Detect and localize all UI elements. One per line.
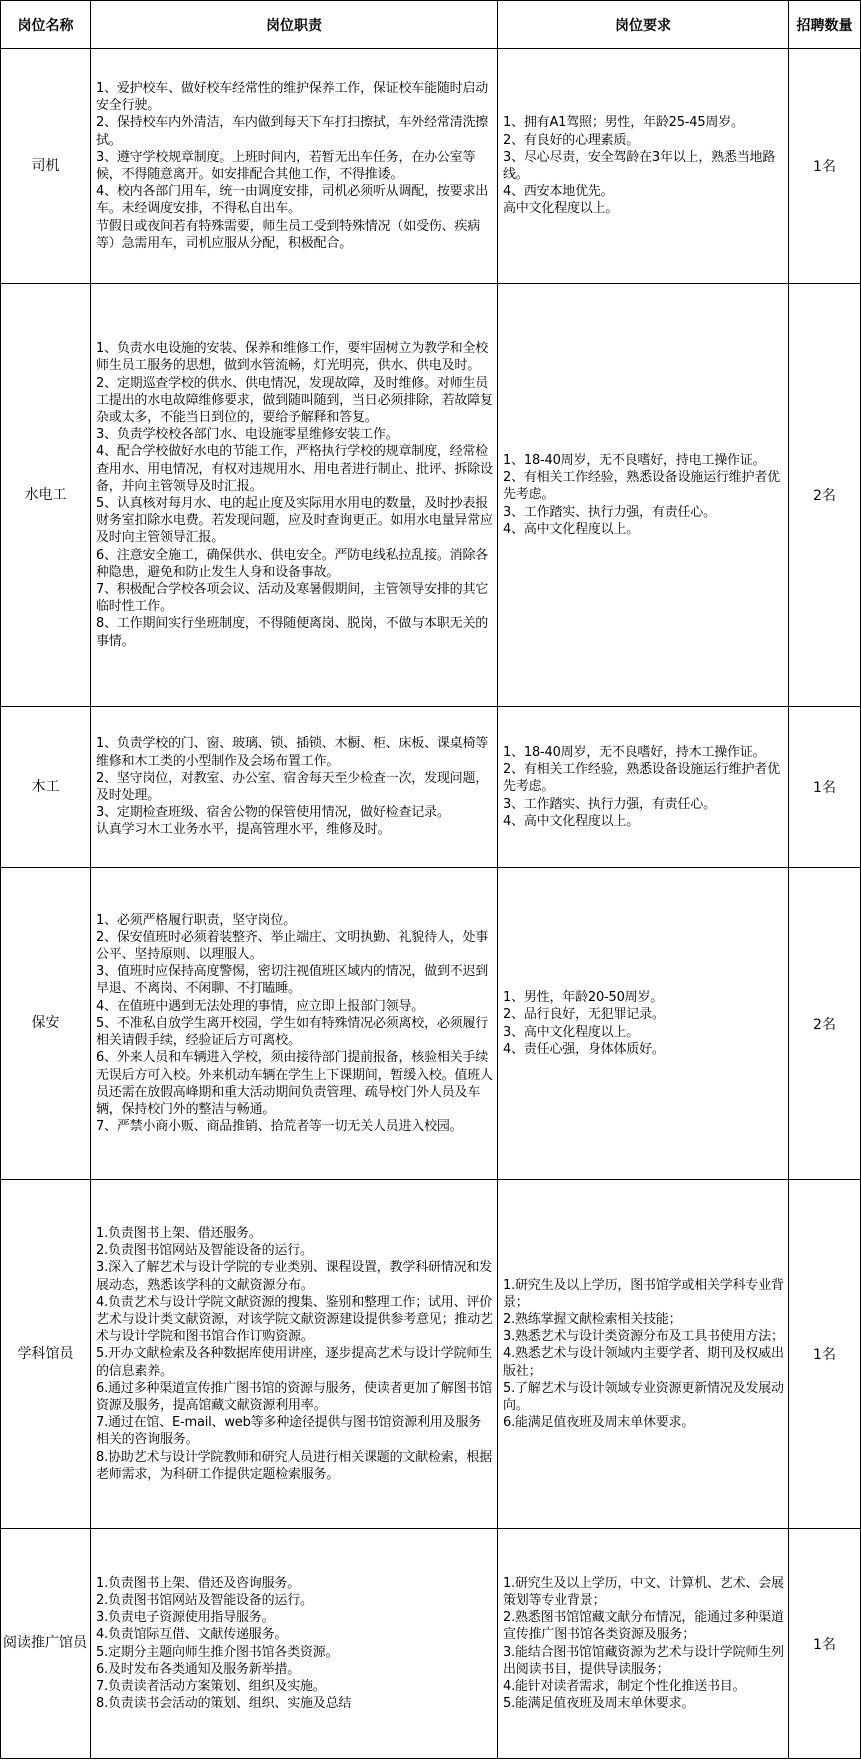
header-requirements: 岗位要求 bbox=[498, 1, 789, 49]
requirement-item: 5.了解艺术与设计领域专业资源更新情况及发展动向。 bbox=[503, 1380, 784, 1413]
requirement-item: 1.研究生及以上学历，图书馆学或相关学科专业背景； bbox=[503, 1277, 784, 1310]
duty-item: 4.负责艺术与设计学院文献资源的搜集、鉴别和整理工作；试用、评价艺术与设计类文献资源，对该学院文献资源建设提供参考意见；推动艺术与设计学院和图书馆合作订购资源。 bbox=[96, 1294, 493, 1345]
duty-item: 5、不准私自放学生离开校园，学生如有特殊情况必须离校，必须履行相关请假手续，经验证后方可离校。 bbox=[96, 1015, 489, 1049]
duty-item: 3、值班时应保持高度警惕，密切注视值班区域内的情况，做到不迟到早退、不离岗、不闲聊、不打瞌睡。 bbox=[96, 964, 489, 997]
duty-item: 2.负责图书馆网站及智能设备的运行。 bbox=[96, 1592, 313, 1608]
duties-cell bbox=[91, 49, 498, 284]
requirement-item: 6.能满足值夜班及周末单休要求。 bbox=[503, 1415, 695, 1431]
duty-item: 1、爱护校车、做好校车经常性的维护保养工作，保证校车能随时启动安全行驶。 bbox=[96, 80, 489, 114]
requirement-item: 3、工作踏实、执行力强，有责任心。 bbox=[503, 796, 716, 812]
duties-cell bbox=[91, 1180, 498, 1529]
requirement-item: 1、18-40周岁，无不良嗜好，持木工操作证。 bbox=[503, 744, 766, 760]
headcount: 1名 bbox=[789, 707, 861, 868]
requirement-item: 5.能满足值夜班及周末单休要求。 bbox=[503, 1696, 695, 1712]
requirement-item: 3、尽心尽责，安全驾龄在3年以上，熟悉当地路线。 bbox=[503, 149, 776, 182]
header-row bbox=[1, 1, 861, 49]
requirement-item: 4、高中文化程度以上。 bbox=[503, 521, 640, 537]
table-row bbox=[1, 284, 861, 707]
requirement-item: 2.熟练掌握文献检索相关技能； bbox=[503, 1311, 682, 1327]
duty-item: 1.负责图书上架、借还服务。 bbox=[96, 1225, 262, 1241]
duties-cell bbox=[91, 284, 498, 707]
requirement-item: 1.研究生及以上学历，中文、计算机、艺术、会展策划等专业背景； bbox=[503, 1575, 784, 1608]
requirement-item: 2、有相关工作经验，熟悉设备设施运行维护者优先考虑。 bbox=[503, 762, 780, 795]
duty-item: 3、遵守学校规章制度。上班时间内，若暂无出车任务，在办公室等候，不得随意离开。如安排配合其他工作，不得推诿。 bbox=[96, 149, 476, 182]
position-name: 学科馆员 bbox=[1, 1180, 91, 1529]
requirement-item: 2、品行良好，无犯罪记录。 bbox=[503, 1007, 665, 1023]
duty-item: 3、负责学校校各部门水、电设施零星维修安装工作。 bbox=[96, 427, 399, 443]
duty-item: 7.负责读者活动方案策划、组织及实施。 bbox=[96, 1678, 326, 1694]
duty-item: 7.通过在馆、E-mail、web等多种途径提供与图书馆资源利用及服务相关的咨询服务。 bbox=[96, 1415, 482, 1448]
duty-item: 8.负责读书会活动的策划、组织、实施及总结 bbox=[96, 1696, 352, 1712]
requirement-item: 4、责任心强，身体体质好。 bbox=[503, 1041, 665, 1057]
duty-item: 3、定期检查班级、宿舍公物的保管使用情况，做好检查记录。 bbox=[96, 805, 450, 821]
duty-item: 1、必须严格履行职责，坚守岗位。 bbox=[96, 912, 297, 928]
requirement-item: 4、西安本地优先。 bbox=[503, 184, 614, 200]
headcount: 1名 bbox=[789, 1180, 861, 1529]
duty-item: 1、负责学校的门、窗、玻璃、锁、插锁、木橱、柜、床板、课桌椅等维修和木工类的小型制作及会场布置工作。 bbox=[96, 736, 489, 769]
duty-item: 2、保安值班时必须着装整齐、举止端庄、文明执勤、礼貌待人，处事公平、坚持原则、以理服人。 bbox=[96, 929, 489, 963]
requirement-item: 3、工作踏实、执行力强，有责任心。 bbox=[503, 504, 716, 520]
header-headcount: 招聘数量 bbox=[789, 1, 861, 49]
duties-cell bbox=[91, 1529, 498, 1759]
requirement-item: 1、男性，年龄20-50周岁。 bbox=[503, 990, 664, 1006]
duty-item: 1.负责图书上架、借还及咨询服务。 bbox=[96, 1575, 301, 1591]
duty-item: 2、定期巡查学校的供水、供电情况，发现故障，及时维修。对师生员工提出的水电故障维修要求，做到随叫随到，当日必须排除，若故障复杂或太多，不能当日到位的，要给予解释和答复。 bbox=[96, 375, 493, 425]
duty-item: 4.负责馆际互借、文献传递服务。 bbox=[96, 1627, 288, 1643]
headcount: 2名 bbox=[789, 868, 861, 1180]
requirements-cell bbox=[498, 49, 789, 284]
requirement-item: 2.熟悉图书馆馆藏文献分布情况，能通过多种渠道宣传推广图书馆各类资源及服务； bbox=[503, 1610, 784, 1643]
duty-item: 4、配合学校做好水电的节能工作，严格执行学校的规章制度，经常检查用水、用电情况，有权对违规用水、用电者进行制止、批评、拆除设备，并向主管领导及时汇报。 bbox=[96, 444, 493, 494]
duty-item: 6、外来人员和车辆进入学校，须由接待部门提前报备，核验相关手续无误后方可入校。外来机动车辆在学生上下课期间，暂缓入校。值班人员还需在放假高峰期和重大活动期间负责管理、疏导校门外人员及车辆，保持校门外的整洁与畅通。 bbox=[96, 1050, 493, 1117]
duty-item: 5.定期分主题向师生推介图书馆各类资源。 bbox=[96, 1644, 339, 1660]
position-name: 司机 bbox=[1, 49, 91, 284]
duty-item: 1、负责水电设施的安装、保养和维修工作，要牢固树立为教学和全校师生员工服务的思想，做到水管流畅，灯光明亮，供水、供电及时。 bbox=[96, 341, 489, 374]
duties-cell bbox=[91, 707, 498, 868]
header-position-name: 岗位名称 bbox=[1, 1, 91, 49]
duty-item: 节假日或夜间若有特殊需要，师生员工受到特殊情况（如受伤、疾病等）急需用车，司机应服从分配，积极配合。 bbox=[96, 218, 481, 251]
requirements-cell bbox=[498, 1180, 789, 1529]
position-name: 水电工 bbox=[1, 284, 91, 707]
requirement-item: 3、高中文化程度以上。 bbox=[503, 1024, 640, 1040]
duty-item: 3.深入了解艺术与设计学院的专业类别、课程设置，教学科研情况和发展动态，熟悉该学科的文献资源分布。 bbox=[96, 1260, 493, 1293]
requirement-item: 1、拥有A1驾照；男性，年龄25-45周岁。 bbox=[503, 115, 744, 131]
requirements-cell bbox=[498, 1529, 789, 1759]
duty-item: 6、注意安全施工，确保供水、供电安全。严防电线私拉乱接。消除各种隐患，避免和防止发生人身和设备事故。 bbox=[96, 547, 489, 580]
table-row bbox=[1, 49, 861, 284]
duty-item: 2.负责图书馆网站及智能设备的运行。 bbox=[96, 1243, 313, 1259]
table-row bbox=[1, 1529, 861, 1759]
duty-item: 认真学习木工业务水平，提高管理水平，维修及时。 bbox=[96, 822, 391, 838]
requirements-cell bbox=[498, 868, 789, 1180]
requirement-item: 1、18-40周岁，无不良嗜好，持电工操作证。 bbox=[503, 452, 766, 468]
duty-item: 3.负责电子资源使用指导服务。 bbox=[96, 1610, 275, 1626]
duty-item: 7、严禁小商小贩、商品推销、拾荒者等一切无关人员进入校园。 bbox=[96, 1119, 463, 1135]
headcount: 1名 bbox=[789, 49, 861, 284]
requirement-item: 4.熟悉艺术与设计领域内主要学者、期刊及权威出版社； bbox=[503, 1346, 784, 1379]
requirement-item: 2、有良好的心理素质。 bbox=[503, 132, 640, 148]
headcount: 1名 bbox=[789, 1529, 861, 1759]
requirement-item: 4、高中文化程度以上。 bbox=[503, 813, 640, 829]
duty-item: 2、坚守岗位，对教室、办公室、宿舍每天至少检查一次，发现问题，及时处理。 bbox=[96, 770, 489, 803]
duty-item: 4、在值班中遇到无法处理的事情，应立即上报部门领导。 bbox=[96, 998, 425, 1014]
requirement-item: 2、有相关工作经验，熟悉设备设施运行维护者优先考虑。 bbox=[503, 470, 780, 503]
duties-cell bbox=[91, 868, 498, 1180]
duty-item: 8.协助艺术与设计学院教师和研究人员进行相关课题的文献检索，根据老师需求，为科研工作提供定题检索服务。 bbox=[96, 1449, 493, 1482]
table-row bbox=[1, 1180, 861, 1529]
requirement-item: 高中文化程度以上。 bbox=[503, 201, 619, 217]
requirement-item: 3.熟悉艺术与设计类资源分布及工具书使用方法； bbox=[503, 1329, 784, 1345]
duty-item: 8、工作期间实行坐班制度，不得随便离岗、脱岗，不做与本职无关的事情。 bbox=[96, 616, 489, 649]
table-row bbox=[1, 868, 861, 1180]
table-row bbox=[1, 707, 861, 868]
requirements-cell bbox=[498, 284, 789, 707]
header-duties: 岗位职责 bbox=[91, 1, 498, 49]
requirements-cell bbox=[498, 707, 789, 868]
requirement-item: 4.能针对读者需求，制定个性化推送书目。 bbox=[503, 1678, 746, 1694]
duty-item: 7、积极配合学校各项会议、活动及寒暑假期间，主管领导安排的其它临时性工作。 bbox=[96, 582, 489, 615]
position-name: 木工 bbox=[1, 707, 91, 868]
duty-item: 6.及时发布各类通知及服务新举措。 bbox=[96, 1661, 301, 1677]
duty-item: 2、保持校车内外清洁，车内做到每天下车打扫擦拭，车外经常清洗擦拭。 bbox=[96, 115, 489, 148]
requirement-item: 3.能结合图书馆馆藏资源为艺术与设计学院师生列出阅读书目，提供导读服务； bbox=[503, 1644, 784, 1677]
headcount: 2名 bbox=[789, 284, 861, 707]
duty-item: 6.通过多种渠道宣传推广图书馆的资源与服务，使读者更加了解图书馆资源及服务，提高馆藏文献资源利用率。 bbox=[96, 1380, 493, 1413]
duty-item: 5.开办文献检索及各种数据库使用讲座，逐步提高艺术与设计学院师生的信息素养。 bbox=[96, 1346, 493, 1379]
position-name: 阅读推广馆员 bbox=[1, 1529, 91, 1759]
duty-item: 4、校内各部门用车，统一由调度安排，司机必须听从调配，按要求出车。未经调度安排，不得私自出车。 bbox=[96, 184, 489, 217]
position-name: 保安 bbox=[1, 868, 91, 1180]
duty-item: 5、认真核对每月水、电的起止度及实际用水用电的数量，及时抄表报财务室扣除水电费。若发现问题，应及时查询更正。如用水电量异常应及时向主管领导汇报。 bbox=[96, 496, 493, 546]
